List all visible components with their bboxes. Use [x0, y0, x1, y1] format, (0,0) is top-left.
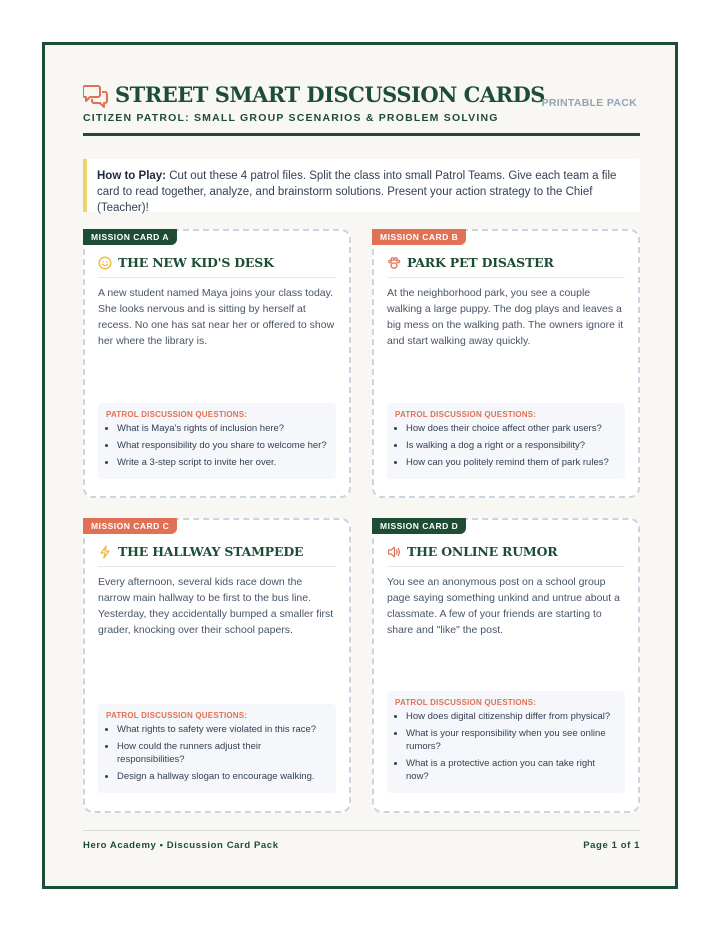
- discussion-questions-box: [98, 403, 336, 479]
- card-scenario-text: Every afternoon, several kids race down the narrow main hallway to be first to the bus line. Yesterday, they accidentally bumped a smaller first grader, knocking over their school papers.: [98, 576, 334, 636]
- footer-divider: [83, 830, 640, 831]
- question-item: • How does digital citizenship differ from physical?: [406, 710, 617, 723]
- questions-list: [395, 422, 617, 469]
- card-header: [98, 544, 336, 567]
- mission-card-a: [83, 229, 351, 498]
- card-scenario-text: You see an anonymous post on a school group page saying something unkind and untrue about a classmate. A few of your friends are starting to share and "like" the post.: [387, 576, 620, 636]
- mission-card-b: [372, 229, 640, 498]
- questions-list: [395, 710, 617, 783]
- smiley-icon: [98, 256, 112, 270]
- card-title: THE ONLINE RUMOR: [407, 544, 558, 559]
- questions-list: [106, 422, 328, 469]
- mission-card-c: [83, 518, 351, 813]
- mission-card-d: [372, 518, 640, 813]
- printable-badge: PRINTABLE PACK: [541, 97, 637, 109]
- card-header: [387, 544, 625, 567]
- question-item: • What is your responsibility when you see online rumors?: [406, 727, 617, 753]
- megaphone-icon: [387, 545, 401, 559]
- page-subtitle: CITIZEN PATROL: SMALL GROUP SCENARIOS & PROBLEM SOLVING: [83, 112, 499, 124]
- question-item: • What rights to safety were violated in this race?: [117, 723, 328, 736]
- how-to-play-text: Cut out these 4 patrol files. Split the class into small Patrol Teams. Give each team a file card to read together, analyze, and brainstorm solutions. Present your action strategy to the Chief (Teacher)!: [97, 170, 617, 214]
- question-item: • How can you politely remind them of park rules?: [406, 456, 617, 469]
- questions-heading: PATROL DISCUSSION QUESTIONS:: [395, 410, 537, 419]
- question-item: • How does their choice affect other park users?: [406, 422, 617, 435]
- questions-heading: PATROL DISCUSSION QUESTIONS:: [395, 698, 537, 707]
- how-to-play-box: [83, 159, 640, 212]
- header-divider: [83, 133, 640, 136]
- card-title: THE HALLWAY STAMPEDE: [118, 544, 304, 559]
- question-item: • Design a hallway slogan to encourage walking.: [117, 770, 328, 783]
- footer-credit: Hero Academy • Discussion Card Pack: [83, 840, 279, 851]
- mission-card-tab: MISSION CARD A: [83, 229, 177, 245]
- card-scenario-text: A new student named Maya joins your class today. She looks nervous and is sitting by herself at recess. No one has sat near her or offered to show her where the library is.: [98, 287, 335, 347]
- worksheet-sheet: [42, 42, 678, 889]
- mission-card-tab: MISSION CARD B: [372, 229, 466, 245]
- mission-card-tab: MISSION CARD C: [83, 518, 177, 534]
- discussion-questions-box: [387, 403, 625, 479]
- question-item: • What responsibility do you share to welcome her?: [117, 439, 328, 452]
- question-item: • What is a protective action you can take right now?: [406, 757, 617, 783]
- card-header: [98, 255, 336, 278]
- page-number: Page 1 of 1: [583, 840, 640, 851]
- card-title: THE NEW KID'S DESK: [118, 255, 274, 270]
- questions-heading: PATROL DISCUSSION QUESTIONS:: [106, 410, 248, 419]
- discussion-questions-box: [98, 704, 336, 793]
- questions-list: [106, 723, 328, 783]
- card-scenario-text: At the neighborhood park, you see a couple walking a large puppy. The dog plays and leaves a big mess on the walking path. The owners ignore it and start walking away quickly.: [387, 287, 624, 347]
- question-item: • Write a 3-step script to invite her over.: [117, 456, 328, 469]
- mission-card-tab: MISSION CARD D: [372, 518, 466, 534]
- question-item: • What is Maya's rights of inclusion here?: [117, 422, 328, 435]
- card-title: PARK PET DISASTER: [407, 255, 554, 270]
- discussion-questions-box: [387, 691, 625, 793]
- paw-icon: [387, 256, 401, 270]
- chat-bubbles-icon: [83, 83, 109, 109]
- question-item: • Is walking a dog a right or a responsibility?: [406, 439, 617, 452]
- lightning-icon: [98, 545, 112, 559]
- questions-heading: PATROL DISCUSSION QUESTIONS:: [106, 711, 248, 720]
- card-header: [387, 255, 625, 278]
- how-to-play-label: How to Play:: [97, 170, 167, 182]
- question-item: • How could the runners adjust their responsibilities?: [117, 740, 328, 766]
- page-title: STREET SMART DISCUSSION CARDS: [115, 82, 545, 107]
